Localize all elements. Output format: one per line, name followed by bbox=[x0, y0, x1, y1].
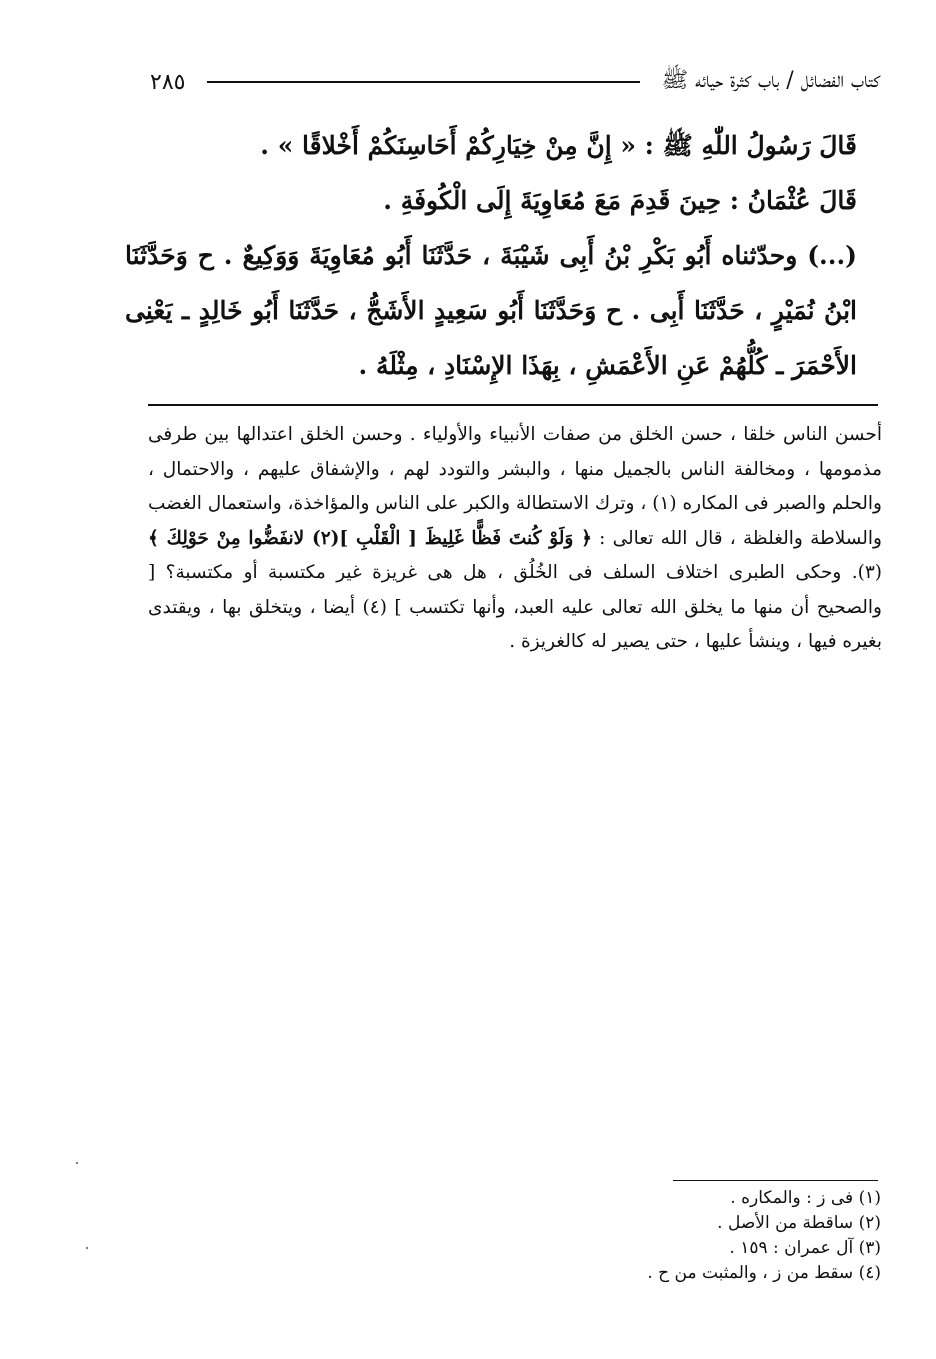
hadith-line: قَالَ رَسُولُ اللّٰهِ ﷺ : « إِنَّ مِنْ خِيَارِكُمْ أَحَاسِنَكُمْ أَخْلاقًا » . bbox=[260, 131, 857, 160]
scan-speck bbox=[86, 1247, 88, 1249]
hadith-text bbox=[125, 118, 883, 393]
footnote: (٤) سقط من ز ، والمثبت من ح . bbox=[647, 1263, 881, 1283]
header-rule bbox=[207, 81, 639, 83]
commentary-part: (٣). وحكى الطبرى اختلاف السلف فى الخُلُق ، هل هى غريزة غير مكتسبة أو مكتسبة؟ [ والصحيح أن منها ما يخلق الله تعالى عليه العبد، وأنها تكتسب ] (٤) أيضا ، ويتخلق بها ، ويقتدى بغيره فيها ، وينشأ عليها ، حتى يصير له كالغريزة . bbox=[148, 562, 882, 652]
isnad-paragraph: (...) وحدّثناه أَبُو بَكْرِ بْنُ أَبِى شَيْبَةَ ، حَدَّثَنَا أَبُو مُعَاوِيَةَ وَوَكِيعٌ . ح وَحَدَّثَنَا ابْنُ نُمَيْرٍ ، حَدَّثَنَا أَبِى . ح وَحَدَّثَنَا أَبُو سَعِيدٍ الأَشَجُّ ، حَدَّثَنَا أَبُو خَالِدٍ ـ يَعْنِى الأَحْمَرَ ـ كُلُّهُمْ عَنِ الأَعْمَشِ ، بِهَذَا الإِسْنَادِ ، مِثْلَهُ . bbox=[125, 241, 857, 380]
page-number: ٢٨٥ bbox=[150, 69, 186, 95]
commentary-paragraph bbox=[148, 418, 882, 660]
running-header bbox=[150, 62, 880, 102]
footnote: (١) فى ز : والمكاره . bbox=[730, 1188, 881, 1208]
quran-quote: ﴿ وَلَوْ كُنتَ فَظًّا غَلِيظَ [ الْقَلْبِ ](٢) لانفَضُّوا مِنْ حَوْلِكَ ﴾ bbox=[148, 527, 592, 549]
footnote-divider bbox=[673, 1180, 878, 1181]
hadith-line: قَالَ عُثْمَانُ : حِينَ قَدِمَ مَعَ مُعَاوِيَةَ إِلَى الْكُوفَةِ . bbox=[383, 186, 857, 215]
commentary-part: أحسن الناس خلقا ، حسن الخلق من صفات الأنبياء والأولياء . وحسن الخلق اعتدالها بين طرفى مذمومها ، ومخالفة الناس بالجميل منها ، والبشر والتودد لهم ، والإشفاق عليهم ، والاحتمال ، والحلم والصبر فى المكاره (١) ، وترك الاستطالة والكبر على الناس والمؤاخذة، واستعمال الغضب والسلاطة والغلظة ، قال الله تعالى : bbox=[148, 424, 882, 549]
commentary-text bbox=[148, 418, 882, 660]
commentary-divider bbox=[148, 404, 878, 406]
chapter-title: كتاب الفضائل / باب كثرة حيائه ﷺ bbox=[661, 68, 880, 93]
scan-speck bbox=[76, 1162, 78, 1164]
footnote: (٢) ساقطة من الأصل . bbox=[717, 1213, 881, 1233]
footnote: (٣) آل عمران : ١٥٩ . bbox=[729, 1238, 881, 1258]
footnotes bbox=[481, 1186, 881, 1286]
